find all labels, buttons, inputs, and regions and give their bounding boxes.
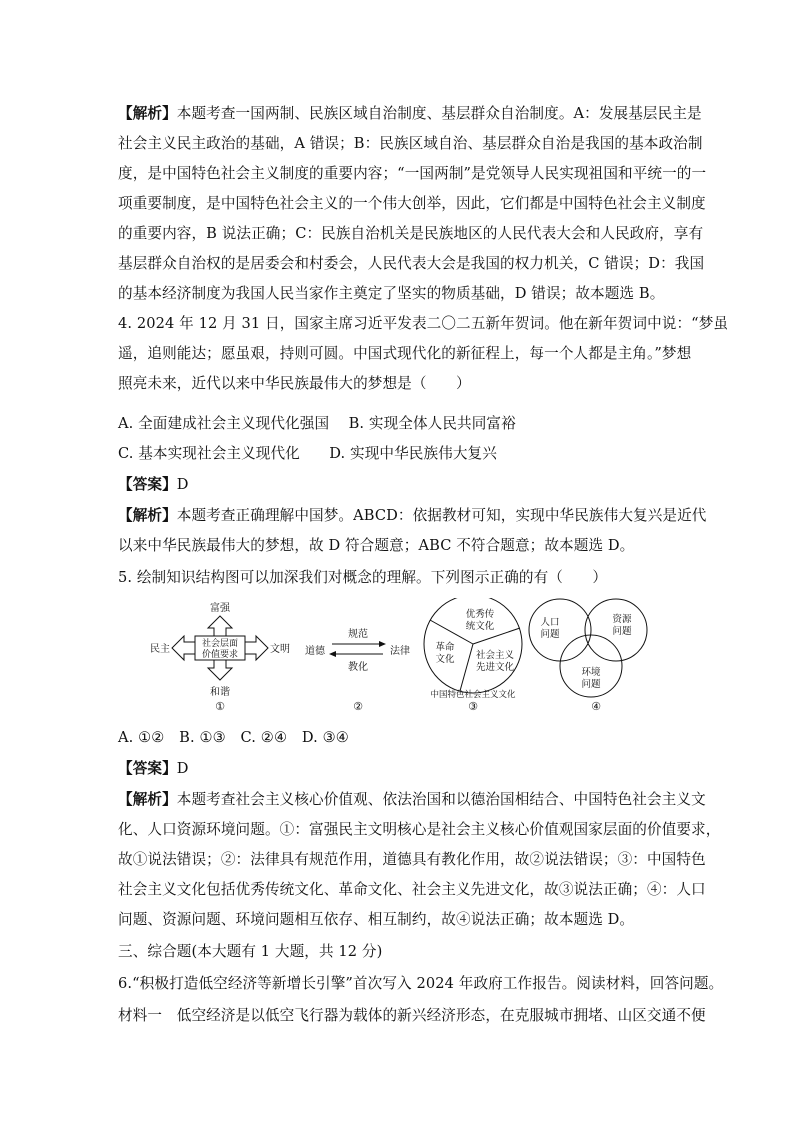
answer-value: D [176, 760, 189, 777]
diagram-3 [424, 598, 522, 713]
q3-analysis-line-5: 的重要内容，B 说法正确；C：民族自治机关是民族地区的人民代表大会和人民政府，享有 [118, 225, 704, 242]
d2-right: 法律 [390, 646, 410, 657]
q5-analysis-line-2: 化、人口资源环境问题。①：富强民主文明核心是社会主义核心价值观国家层面的价值要求， [118, 821, 721, 838]
d3-top-1: 优秀传 [465, 609, 495, 620]
d3-num: ③ [468, 700, 478, 713]
diagram-1 [150, 601, 290, 713]
d1-num: ① [215, 700, 225, 713]
q3-analysis-line-3: 度，是中国特色社会主义制度的重要内容；“一国两制”是党领导人民实现祖国和平统一的一 [118, 165, 707, 182]
arrow-up [208, 616, 232, 638]
q4-stem-line-2: 遥，追则能达；愿虽艰，持则可圆。中国式现代化的新征程上，每一个人都是主角。”梦想 [118, 345, 692, 362]
d3-right-2: 先进文化 [475, 662, 515, 673]
q5-figure [140, 598, 660, 716]
d4-c2-1: 资源 [612, 614, 632, 625]
d1-center-2: 价值要求 [201, 650, 239, 660]
d1-top: 富强 [210, 603, 230, 614]
q3-analysis-line-2: 社会主义民主政治的基础，A 错误；B：民族区域自治、基层群众自治是我国的基本政治制 [118, 135, 703, 152]
analysis-tag: 【解析】 [118, 791, 177, 808]
d1-right: 文明 [270, 644, 290, 655]
d2-upper: 规范 [348, 629, 368, 640]
q5-stem: 5. 绘制知识结构图可以加深我们对概念的理解。下列图示正确的有（ ） [118, 569, 608, 586]
arrow-down [208, 658, 232, 680]
q4-stem-line-3: 照亮未来，近代以来中华民族最伟大的梦想是（ ） [118, 375, 471, 392]
answer-value: D [176, 476, 189, 493]
d3-top-2: 统文化 [465, 621, 495, 632]
q4-stem-line-1: 4. 2024 年 12 月 31 日，国家主席习近平发表二〇二五新年贺词。他在新年贺词中说：“梦虽 [118, 315, 729, 332]
q3-analysis-line-7: 的基本经济制度为我国人民当家作主奠定了坚实的物质基础，D 错误；故本题选 B。 [118, 285, 665, 302]
d1-left: 民主 [150, 644, 170, 655]
d4-c3-1: 环境 [581, 667, 601, 678]
d4-circle-1 [529, 599, 591, 661]
q3-analysis-line-4: 项重要制度，是中国特色社会主义的一个伟大创举，因此，它们都是中国特色社会主义制度 [118, 195, 706, 212]
d1-bottom: 和谐 [210, 687, 230, 698]
d3-left-2: 文化 [435, 654, 455, 665]
d3-right-1: 社会主义 [475, 650, 515, 661]
arrow-right-head [379, 641, 386, 647]
q5-options: A. ①② B. ①③ C. ②④ D. ③④ [118, 729, 349, 746]
arrow-left [172, 636, 196, 660]
q5-analysis-line-1 [118, 790, 706, 810]
q4-analysis-line-1 [118, 506, 707, 526]
q4-options-line-1: A. 全面建成社会主义现代化强国 B. 实现全体人民共同富裕 [118, 415, 516, 432]
q5-analysis-line-3: 故①说法错误；②：法律具有规范作用，道德具有教化作用，故②说法错误；③：中国特色 [118, 851, 706, 868]
d2-lower: 教化 [348, 662, 368, 673]
q5-analysis-line-4: 社会主义文化包括优秀传统文化、革命文化、社会主义先进文化，故③说法正确；④：人口 [118, 881, 706, 898]
arrow-right [244, 636, 268, 660]
d4-c1-2: 问题 [540, 629, 560, 640]
material-1: 材料一 低空经济是以低空飞行器为载体的新兴经济形态，在克服城市拥堵、山区交通不便 [118, 1007, 706, 1024]
d4-c3-2: 问题 [581, 679, 601, 690]
answer-tag: 【答案】 [118, 476, 177, 493]
text: 本题考查社会主义核心价值观、依法治国和以德治国相结合、中国特色社会主义文 [176, 791, 706, 808]
q3-analysis-line-1 [118, 104, 702, 124]
d4-num: ④ [591, 700, 601, 713]
q4-options-line-2: C. 基本实现社会主义现代化 D. 实现中华民族伟大复兴 [118, 445, 497, 462]
diagram-4 [529, 599, 647, 713]
d4-c1-1: 人口 [540, 617, 560, 628]
text: 本题考查正确理解中国梦。ABCD：依据教材可知，实现中华民族伟大复兴是近代 [176, 507, 707, 524]
d1-center-1: 社会层面 [201, 639, 239, 649]
analysis-tag: 【解析】 [118, 105, 177, 122]
q5-answer [118, 759, 688, 779]
text: 本题考查一国两制、民族区域自治制度、基层群众自治制度。A：发展基层民主是 [176, 105, 702, 122]
analysis-tag: 【解析】 [118, 507, 177, 524]
q4-analysis-line-2: 以来中华民族最伟大的梦想，故 D 符合题意；ABC 不符合题意；故本题选 D。 [118, 537, 635, 554]
d4-c2-2: 问题 [612, 626, 632, 637]
d2-left: 道德 [305, 646, 325, 657]
d3-divider-3 [460, 644, 473, 691]
d3-left-1: 革命 [435, 642, 455, 653]
section-heading: 三、综合题(本大题有 1 大题，共 12 分) [118, 943, 383, 960]
arrow-left-head [329, 651, 336, 657]
q5-analysis-line-5: 问题、资源问题、环境问题相互依存、相互制约，故④说法正确；故本题选 D。 [118, 911, 635, 928]
q6-stem: 6.“积极打造低空经济等新增长引擎”首次写入 2024 年政府工作报告。阅读材料，回答问题。 [118, 975, 724, 992]
q5-diagrams [140, 598, 660, 716]
q4-answer [118, 475, 688, 495]
diagram-2 [305, 627, 410, 713]
q3-analysis-line-6: 基层群众自治权的是居委会和村委会，人民代表大会是我国的权力机关，C 错误；D：我国 [118, 255, 705, 272]
d3-caption: 中国特色社会主义文化 [430, 690, 516, 700]
answer-tag: 【答案】 [118, 760, 177, 777]
d2-num: ② [353, 700, 363, 713]
